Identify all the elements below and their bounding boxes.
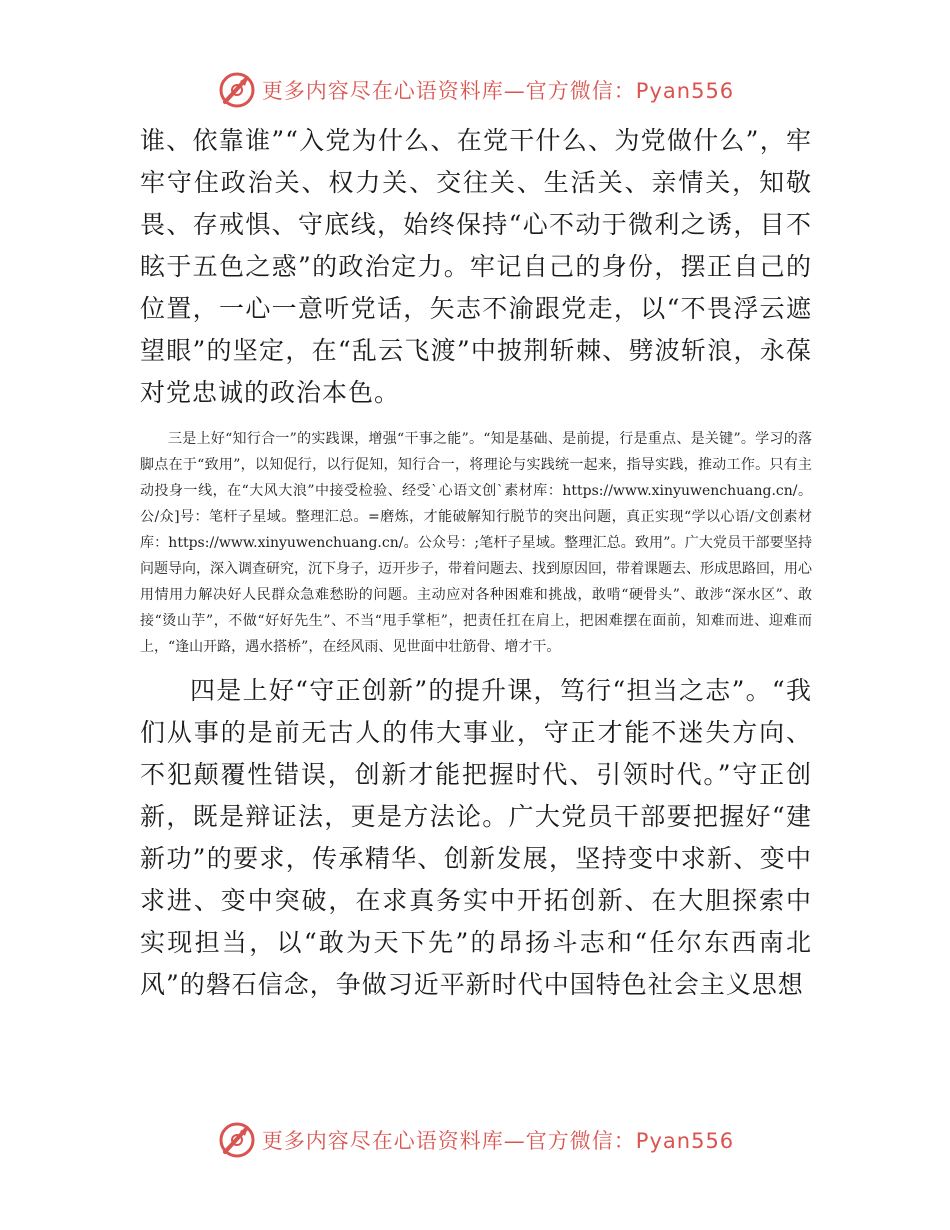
paragraph-1: 谁、依靠谁”“入党为什么、在党干什么、为党做什么”，牢牢守住政治关、权力关、交往关、生活关、亲情关，知敬畏、存戒惧、守底线，始终保持“心不动于微利之诱，目不眩于五色之惑”的政治定力。牢记自己的身份，摆正自己的位置，一心一意听党话，矢志不渝跟党走，以“不畏浮云遮望眼”的坚定，在“乱云飞渡”中披荆斩棘、劈波斩浪，永葆对党忠诚的政治本色。	[140, 126, 812, 407]
brand-logo-icon	[216, 69, 258, 111]
paragraph-2: 三是上好“知行合一”的实践课，增强“干事之能”。“知是基础、是前提，行是重点、是关键”。学习的落脚点在于“致用”，以知促行，以行促知，知行合一，将理论与实践统一起来，指导实践，推动工作。只有主动投身一线，在“大风大浪”中接受检验、经受`心语文创`素材库：https://www.xinyuwenchuang.cn/。公/众]号：笔杆子星域。整理汇总。=磨炼，才能破解知行脱节的突出问题，真正实现“学以心语/文创素材库：https://www.xinyuwenchuang.cn/。公众号：;笔杆子星域。整理汇总。致用”。广大党员干部要坚持问题导向，深入调查研究，沉下身子，迈开步子，带着问题去、找到原因回，带着课题去、形成思路回，用心用情用力解决好人民群众急难愁盼的问题。主动应对各种困难和挑战，敢啃“硬骨头”、敢涉“深水区”、敢接“烫山芋”，不做“好好先生”、不当“甩手掌柜”，把责任扛在肩上，把困难摆在面前，知难而进、迎难而上，“逢山开路，遇水搭桥”，在经风雨、见世面中壮筋骨、增才干。	[140, 431, 812, 655]
watermark-text: 更多内容尽在心语资料库—官方微信：Pyan556	[261, 1129, 735, 1153]
header-watermark	[0, 68, 950, 112]
watermark-text: 更多内容尽在心语资料库—官方微信：Pyan556	[261, 79, 735, 103]
paragraph-3: 四是上好“守正创新”的提升课，笃行“担当之志”。“我们从事的是前无古人的伟大事业，守正才能不迷失方向、不犯颠覆性错误，创新才能把握时代、引领时代。”守正创新，既是辩证法，更是方法论。广大党员干部要把握好“建新功”的要求，传承精华、创新发展，坚持变中求新、变中求进、变中突破，在求真务实中开拓创新、在大胆探索中实现担当，以“敢为天下先”的昂扬斗志和“任尔东西南北风”的磐石信念，争做习近平新时代中国特色社会主义思想	[140, 676, 812, 999]
document-body	[140, 120, 812, 1006]
brand-logo-icon	[216, 1119, 258, 1161]
footer-watermark	[0, 1118, 950, 1162]
